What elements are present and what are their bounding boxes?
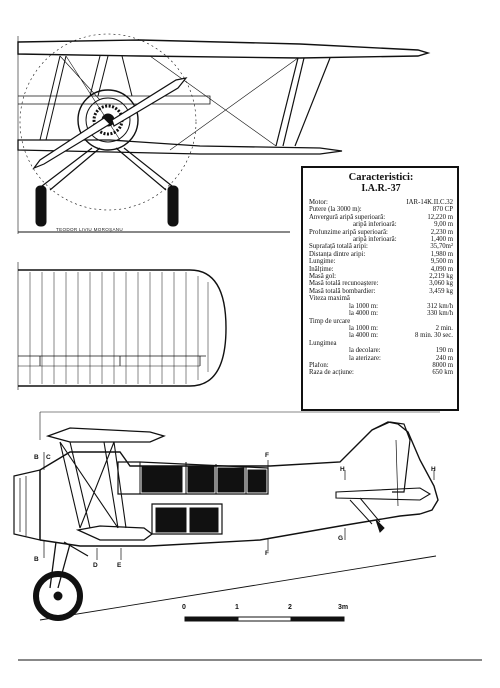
scale-label-2: 2 [288,604,292,611]
spec-row [309,303,453,310]
spec-row [309,318,453,325]
section-mark-f-bottom: F [265,550,269,557]
scale-bar [185,617,344,621]
spec-label: Motor: [309,199,328,206]
section-mark-h-right: H [431,466,436,473]
spec-row [309,280,453,287]
spec-label: la 4000 m: [349,332,379,340]
spec-row [309,369,453,376]
spec-row [309,221,453,228]
section-mark-c-top: C [46,454,51,461]
spec-value: 330 km/h [427,310,453,318]
spec-value: 9,500 m [430,258,453,266]
spec-label: Suprafață totală aripi: [309,243,368,251]
section-mark-f-top: F [265,452,269,459]
spec-value [451,295,453,302]
spec-label: Înălțime: [309,265,334,273]
spec-value: 3,459 kg [429,287,453,295]
section-mark-b-bottom: B [34,556,39,563]
spec-row [309,295,453,302]
spec-value: 12,220 m [427,213,453,221]
spec-value: 312 km/h [427,302,453,310]
spec-row [309,347,453,354]
scale-label-3m: 3m [338,604,349,611]
spec-row [309,273,453,280]
spec-value: 35,70m² [430,243,453,251]
spec-row [309,310,453,317]
spec-row [309,355,453,362]
spec-label: la 1000 m: [349,324,379,332]
spec-value: 8000 m [432,361,453,369]
spec-label: la decolare: [349,347,381,355]
spec-label: Plafon: [309,361,329,369]
specs-subtitle: I.A.R.-37 [361,183,401,194]
spec-label: Masă totală recunoaștere: [309,280,379,288]
section-mark-b-top: B [34,454,39,461]
spec-label: aripă inferioară: [353,236,397,244]
spec-row [309,251,453,258]
section-mark-g: G [338,535,344,542]
side-view [14,412,440,620]
spec-value: 2,219 kg [429,273,453,281]
spec-label: la 1000 m: [349,302,379,310]
spec-value: 3,060 kg [429,280,453,288]
spec-value: 1,400 m [430,236,453,244]
spec-row [309,340,453,347]
spec-value: 650 km [432,369,453,377]
spec-value: 9,00 m [434,221,453,229]
spec-label: Masă gol: [309,273,336,281]
spec-row [309,206,453,213]
spec-label: Putere (la 3000 m): [309,206,362,214]
spec-value: 2,230 m [430,228,453,236]
section-mark-d: D [93,562,98,569]
spec-value [451,340,453,347]
spec-label: Timp de urcare [309,317,351,325]
spec-row [309,214,453,221]
scale-label-0: 0 [182,604,186,611]
spec-value: 870 CP [432,206,453,214]
spec-row [309,362,453,369]
spec-label: Distanța dintre aripi: [309,250,366,258]
spec-value [451,318,453,325]
spec-label: la aterizare: [349,354,381,362]
spec-value: 1,980 m [430,250,453,258]
spec-row [309,236,453,243]
spec-value: 240 m [435,354,453,362]
spec-row [309,258,453,265]
spec-row [309,288,453,295]
spec-label: Masă totală bombardier: [309,287,376,295]
spec-label: Anvergură aripă superioară: [309,213,386,221]
spec-value: 4,090 m [430,265,453,273]
spec-row [309,266,453,273]
spec-label: aripă inferioară: [353,221,397,229]
spec-label: Raza de acțiune: [309,369,354,377]
spec-row [309,243,453,250]
scale-label-1: 1 [235,604,239,611]
spec-label: la 4000 m: [349,310,379,318]
section-mark-e: E [117,562,122,569]
spec-value: 190 m [435,347,453,355]
spec-value: 8 min. 30 sec. [415,332,453,340]
spec-row [309,325,453,332]
draftsman-credit: TEODOR LIVIU MOROŞANU [56,227,124,232]
spec-label: Viteza maximă [309,295,350,303]
specifications-panel [301,166,459,411]
spec-row [309,332,453,339]
spec-row [309,229,453,236]
section-mark-h-left: H [340,466,345,473]
plan-view [18,262,226,390]
spec-label: Lungime: [309,258,336,266]
spec-label: Lungimea [309,339,337,347]
spec-value: IAR-14K.II.C.32 [406,199,453,206]
specs-list [309,199,453,377]
spec-label: Profunzime aripă superioară: [309,228,388,236]
spec-row [309,199,453,206]
spec-value: 2 min. [435,324,453,332]
specs-title: Caracteristici: [348,172,414,183]
